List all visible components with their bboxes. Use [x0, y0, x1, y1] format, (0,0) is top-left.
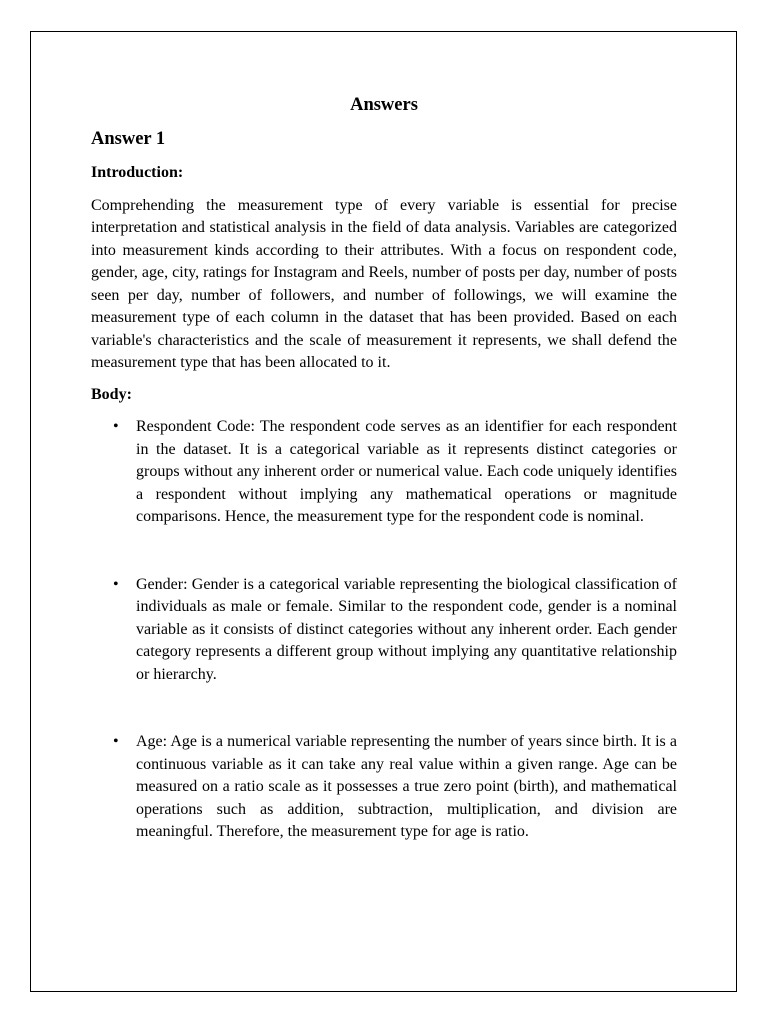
bullet-icon: • [113, 575, 119, 593]
document-content [91, 93, 677, 844]
bullet-item-respondent-code [91, 416, 677, 529]
body-heading: Body: [91, 385, 132, 403]
body-bullet-list [91, 416, 677, 844]
answer-heading: Answer 1 [91, 129, 166, 149]
bullet-item-age [91, 731, 677, 844]
bullet-text: Respondent Code: The respondent code serves as an identifier for each respondent in the dataset. It is a categorical variable as it represents distinct categories or groups without any inherent order or numerical value. Each code uniquely identifies a respondent without implying any mathematical operations or magnitude comparisons. Hence, the measurement type for the respondent code is nominal. [136, 418, 677, 525]
bullet-item-gender [91, 574, 677, 687]
introduction-heading: Introduction: [91, 164, 184, 181]
document-title: Answers [350, 95, 418, 115]
bullet-icon: • [113, 733, 119, 750]
bullet-text: Age: Age is a numerical variable representing the number of years since birth. It is a continuous variable as it can take any real value within a given range. Age can be measured on a ratio scale as it possesses a true zero point (birth), and mathematical operations such as addition, subtraction, multiplication, and division are meaningful. Therefore, the measurement type for age is ratio. [136, 733, 677, 840]
bullet-text: Gender: Gender is a categorical variable representing the biological classification of individuals as male or female. Similar to the respondent code, gender is a nominal variable as it consists of distinct categories without any inherent order. Each gender category represents a different group without implying any quantitative relationship or hierarchy. [136, 575, 677, 683]
bullet-icon: • [113, 418, 119, 435]
introduction-paragraph: Comprehending the measurement type of every variable is essential for precise interpretation and statistical analysis in the field of data analysis. Variables are categorized into measurement kinds according to their attributes. With a focus on respondent code, gender, age, city, ratings for Instagram and Reels, number of posts per day, number of posts seen per day, number of followers, and number of followings, we will examine the measurement type of each column in the dataset that has been provided. Based on each variable's characteristics and the scale of measurement it represents, we shall defend the measurement type that has been allocated to it. [91, 196, 677, 371]
